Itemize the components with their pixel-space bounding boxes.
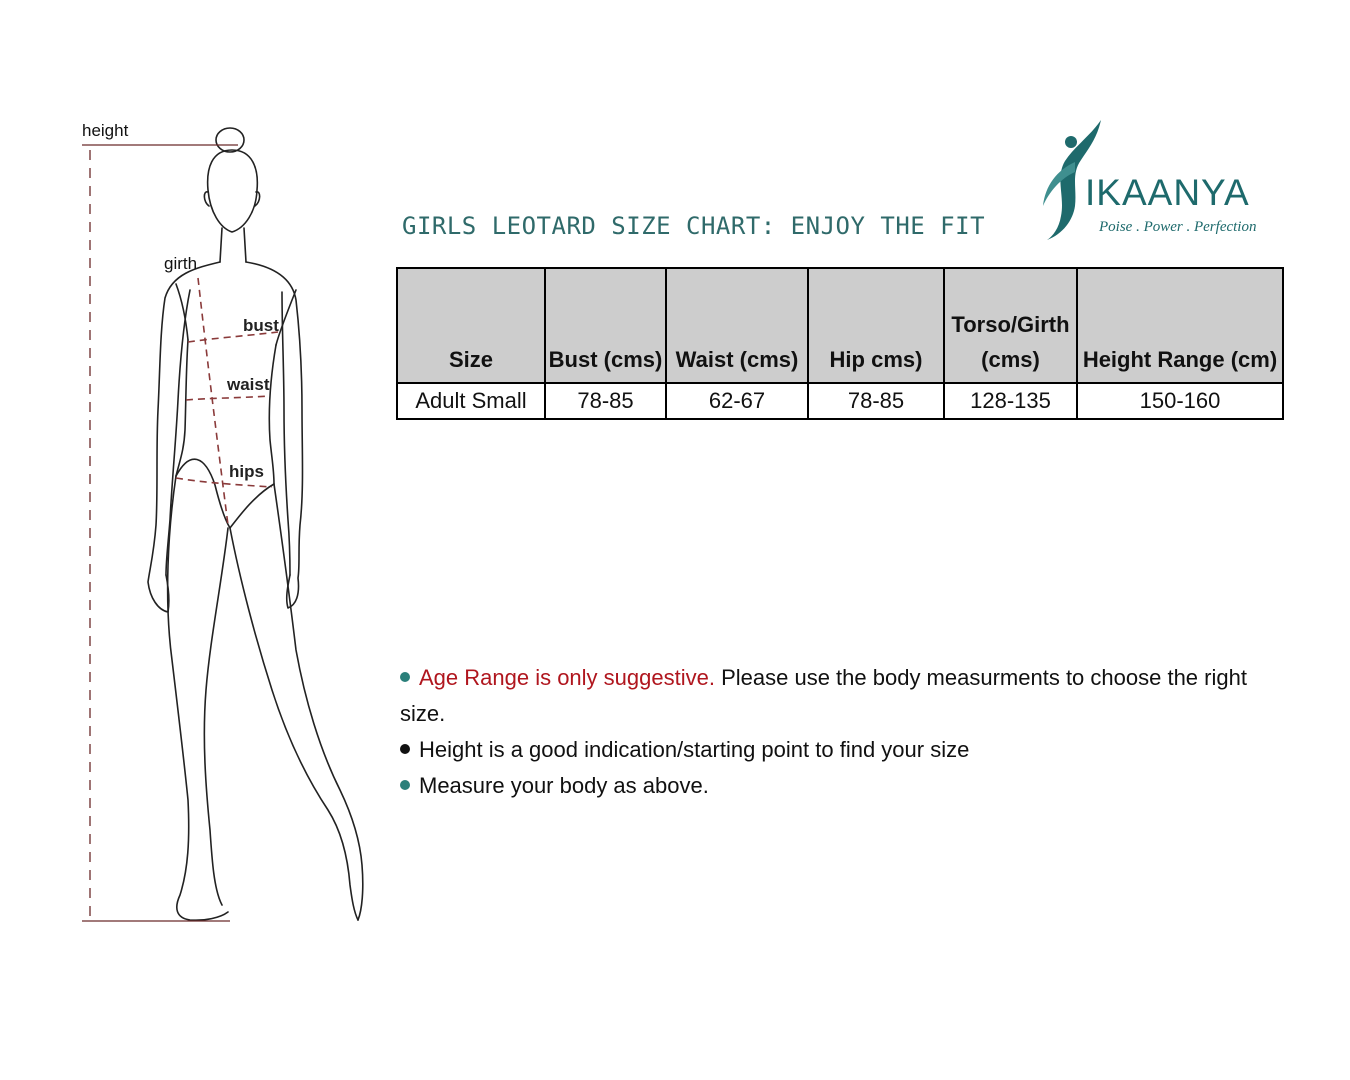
cell-bust: 78-85 xyxy=(545,383,666,419)
hips-label: hips xyxy=(229,462,264,481)
age-range-note: Age Range is only suggestive. xyxy=(419,665,715,690)
brand-name: IKAANYA xyxy=(1085,172,1250,213)
page-title: GIRLS LEOTARD SIZE CHART: ENJOY THE FIT xyxy=(402,212,986,240)
column-header-height-range: Height Range (cm) xyxy=(1077,268,1283,383)
measurement-figure xyxy=(0,0,400,1080)
list-item xyxy=(400,660,1280,732)
cell-hip: 78-85 xyxy=(808,383,944,419)
list-item xyxy=(400,768,1280,804)
column-header-size: Size xyxy=(397,268,545,383)
bullet-icon xyxy=(400,672,410,682)
bullet-icon xyxy=(400,780,410,790)
cell-waist: 62-67 xyxy=(666,383,808,419)
height-note: Height is a good indication/starting point to find your size xyxy=(419,737,970,762)
bust-label: bust xyxy=(243,316,279,335)
notes-list xyxy=(400,660,1280,804)
table-row xyxy=(397,383,1283,419)
bullet-icon xyxy=(400,744,410,754)
size-chart-table xyxy=(396,267,1284,420)
list-item xyxy=(400,732,1280,768)
height-label: height xyxy=(82,121,129,140)
table-header-row xyxy=(397,268,1283,383)
body-outline-illustration xyxy=(0,0,400,1080)
cell-torso-girth: 128-135 xyxy=(944,383,1077,419)
measurement-note: Please use the body measurments to choose the right size. xyxy=(400,665,1247,726)
waist-label: waist xyxy=(227,375,270,394)
girth-label: girth xyxy=(164,254,198,273)
column-header-torso-girth: Torso/Girth (cms) xyxy=(944,268,1077,383)
measure-note: Measure your body as above. xyxy=(419,773,709,798)
column-header-bust: Bust (cms) xyxy=(545,268,666,383)
cell-height-range: 150-160 xyxy=(1077,383,1283,419)
brand-tagline: Poise . Power . Perfection xyxy=(1099,219,1257,235)
column-header-hip: Hip cms) xyxy=(808,268,944,383)
cell-size: Adult Small xyxy=(397,383,545,419)
column-header-waist: Waist (cms) xyxy=(666,268,808,383)
